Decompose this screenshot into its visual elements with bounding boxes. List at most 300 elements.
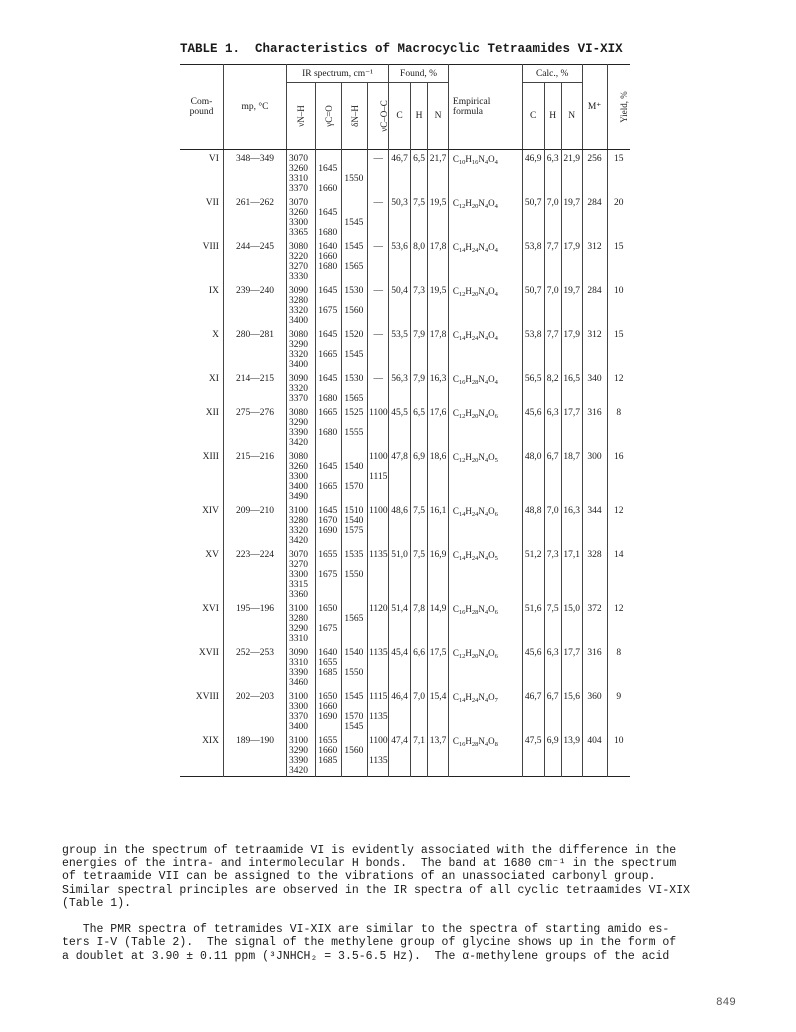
ir-dnh-cell — [342, 688, 368, 732]
ir-nh-cell-value: 3290 — [288, 746, 308, 756]
yield-cell: 10 — [607, 282, 630, 326]
ir-co-cell-value: 1645 — [318, 374, 338, 384]
ir-dnh-cell-value — [344, 184, 367, 194]
ir-co-cell-value — [318, 492, 341, 502]
ir-nh-cell-value: 3330 — [288, 272, 308, 282]
ir-co-cell-value: 1685 — [318, 756, 338, 766]
ir-dnh-cell-value — [344, 604, 367, 614]
calc-h-cell: 6,3 — [544, 150, 561, 195]
found-header: Found, % — [389, 65, 449, 83]
ir-nh-cell-value: 3320 — [288, 384, 308, 394]
ir-nh-cell-value: 3290 — [288, 418, 308, 428]
ir-dnh-cell — [342, 644, 368, 688]
found-c-cell: 47,8 — [389, 448, 411, 502]
found-c-cell: 53,5 — [389, 326, 411, 370]
mp-cell: 223—224 — [223, 546, 286, 600]
ir-nh-cell-value: 3400 — [288, 360, 308, 370]
ir-dnh-cell-value — [344, 296, 367, 306]
characteristics-table — [180, 64, 630, 777]
calc-h-cell: 7,7 — [544, 326, 561, 370]
formula-cell: $C_{12}H_{20}N_4O_6$ — [448, 404, 522, 448]
ir-co-cell-value — [318, 614, 341, 624]
found-c-cell: 47,4 — [389, 732, 411, 777]
found-n-cell: 16,9 — [428, 546, 449, 600]
ir-co-cell-value: 1690 — [318, 712, 338, 722]
ir-co-cell-value: 1655 — [318, 658, 338, 668]
ir-dnh-cell-value — [344, 340, 367, 350]
calc-n-cell: 15,6 — [561, 688, 582, 732]
ir-dnh-cell-value: 1545 — [344, 692, 364, 702]
found-h-cell: 6,9 — [410, 448, 427, 502]
calc-h-cell: 7,0 — [544, 282, 561, 326]
ir-co-cell-value — [318, 590, 341, 600]
ir-co-cell-value: 1640 — [318, 648, 338, 658]
ir-nh-cell — [286, 600, 315, 644]
ir-nh-cell — [286, 150, 315, 195]
ir-nh-cell — [286, 688, 315, 732]
calc-n-cell: 17,9 — [561, 326, 582, 370]
ir-nh-cell — [286, 194, 315, 238]
ir-co-cell-value — [318, 678, 341, 688]
ir-co-cell-value — [318, 438, 341, 448]
ir-nh-cell-value: 3310 — [288, 634, 308, 644]
ir-nh-cell-value: 3360 — [288, 590, 308, 600]
ir-coc-cell: — — [368, 370, 389, 404]
ir-co-cell-value — [318, 452, 341, 462]
formula-cell: $C_{14}H_{24}N_4O_4$ — [448, 238, 522, 282]
ir-coc-cell: 1100 — [368, 404, 389, 448]
calc-h-cell: 6,3 — [544, 404, 561, 448]
ir-co-cell-value — [318, 272, 341, 282]
ir-dnh-cell-value — [344, 560, 367, 570]
calc-n-cell: 17,9 — [561, 238, 582, 282]
ir-nh-cell-value: 3070 — [288, 198, 308, 208]
ir-co-cell-value: 1650 — [318, 604, 338, 614]
ir-co-header-cell — [316, 83, 342, 150]
ir-co-cell-value: 1645 — [318, 286, 338, 296]
ir-dnh-cell-value — [344, 228, 367, 238]
yield-cell: 16 — [607, 448, 630, 502]
ir-nh-cell-value: 3080 — [288, 408, 308, 418]
mp-cell: 215—216 — [223, 448, 286, 502]
ir-co-cell — [316, 688, 342, 732]
ir-nh-cell-value: 3090 — [288, 286, 308, 296]
found-h-cell: 7,3 — [410, 282, 427, 326]
calc-h-cell: 7,3 — [544, 546, 561, 600]
found-h-cell: 6,6 — [410, 644, 427, 688]
ir-dnh-cell — [342, 546, 368, 600]
mp-cell: 348—349 — [223, 150, 286, 195]
ir-dnh-cell-value: 1550 — [344, 570, 364, 580]
ir-nh-cell-value: 3270 — [288, 262, 308, 272]
found-h-cell: 7,9 — [410, 370, 427, 404]
formula-cell: $C_{14}H_{24}N_4O_7$ — [448, 688, 522, 732]
mp-cell: 261—262 — [223, 194, 286, 238]
ir-co-cell — [316, 404, 342, 448]
table-row — [180, 326, 630, 370]
mp-cell: 195—196 — [223, 600, 286, 644]
yield-cell: 12 — [607, 600, 630, 644]
formula-cell: $C_{12}H_{20}N_4O_5$ — [448, 448, 522, 502]
ir-nh-cell-value: 3290 — [288, 340, 308, 350]
ir-dnh-cell-value — [344, 252, 367, 262]
mplus-cell: 300 — [582, 448, 607, 502]
ir-nh-cell — [286, 238, 315, 282]
formula-cell: $C_{12}H_{20}N_4O_4$ — [448, 282, 522, 326]
ir-nh-cell-value: 3365 — [288, 228, 308, 238]
ir-nh-cell-value: 3300 — [288, 702, 308, 712]
ir-nh-cell-value: 3390 — [288, 756, 308, 766]
ir-co-cell-value: 1655 — [318, 736, 338, 746]
ir-co-cell-value: 1665 — [318, 482, 338, 492]
ir-dnh-cell-value: 1530 — [344, 286, 364, 296]
calc-c-cell: 50,7 — [522, 194, 544, 238]
table-row — [180, 404, 630, 448]
calc-n-cell: 16,3 — [561, 502, 582, 546]
found-h-header: H — [410, 83, 427, 150]
ir-nh-cell-value: 3090 — [288, 374, 308, 384]
found-n-cell: 17,8 — [428, 326, 449, 370]
ir-dnh-cell-value — [344, 198, 367, 208]
table-row — [180, 688, 630, 732]
formula-cell: $C_{14}H_{24}N_4O_4$ — [448, 326, 522, 370]
ir-nh-cell-value: 3400 — [288, 482, 308, 492]
calc-c-cell: 53,8 — [522, 238, 544, 282]
calc-c-cell: 48,8 — [522, 502, 544, 546]
ir-dnh-cell-value: 1560 — [344, 746, 364, 756]
ir-co-cell-value — [318, 472, 341, 482]
formula-cell: $C_{16}H_{28}N_4O_8$ — [448, 732, 522, 777]
ir-co-cell-value: 1675 — [318, 570, 338, 580]
ir-dnh-cell — [342, 448, 368, 502]
ir-co-cell-value — [318, 198, 341, 208]
ir-co-cell-value — [318, 418, 341, 428]
ir-dnh-cell-value: 1570 — [344, 482, 364, 492]
calc-h-header: H — [544, 83, 561, 150]
ir-nh-cell-value: 3490 — [288, 492, 308, 502]
yield-header-cell — [607, 65, 630, 150]
page-number: 849 — [716, 997, 736, 1009]
ir-co-cell — [316, 732, 342, 777]
mp-header: mp, °C — [223, 65, 286, 150]
found-c-cell: 51,4 — [389, 600, 411, 644]
mplus-cell: 316 — [582, 644, 607, 688]
calc-c-cell: 50,7 — [522, 282, 544, 326]
compound-cell: XI — [208, 374, 219, 384]
found-n-cell: 17,8 — [428, 238, 449, 282]
table-row — [180, 194, 630, 238]
found-c-cell: 46,7 — [389, 150, 411, 195]
ir-dnh-cell-value — [344, 624, 367, 634]
found-n-header: N — [428, 83, 449, 150]
mp-cell: 280—281 — [223, 326, 286, 370]
yield-cell: 15 — [607, 150, 630, 195]
calc-n-cell: 19,7 — [561, 194, 582, 238]
ir-nh-cell-value: 3280 — [288, 296, 308, 306]
ir-coc-cell: 1120 — [368, 600, 389, 644]
found-h-cell: 6,5 — [410, 150, 427, 195]
ir-co-cell — [316, 644, 342, 688]
found-h-cell: 7,5 — [410, 502, 427, 546]
ir-coc-cell: — — [368, 194, 389, 238]
ir-nh-cell-value: 3310 — [288, 658, 308, 668]
ir-dnh-cell-value: 1545 — [344, 722, 364, 732]
ir-dnh-cell-value — [344, 492, 367, 502]
ir-dnh-cell-value — [344, 472, 367, 482]
yield-cell: 10 — [607, 732, 630, 777]
table-row — [180, 644, 630, 688]
calc-c-cell: 53,8 — [522, 326, 544, 370]
ir-coc-cell: — — [368, 150, 389, 195]
ir-nh-cell-value: 3260 — [288, 208, 308, 218]
ir-nh-cell-value: 3390 — [288, 668, 308, 678]
ir-nh-cell-value: 3080 — [288, 242, 308, 252]
ir-dnh-cell-value: 1565 — [344, 614, 364, 624]
ir-coc-cell: — — [368, 326, 389, 370]
yield-cell: 12 — [607, 502, 630, 546]
ir-nh-header: νN–H — [296, 104, 307, 127]
found-n-cell: 19,5 — [428, 194, 449, 238]
mp-cell: 252—253 — [223, 644, 286, 688]
ir-dnh-cell-value — [344, 164, 367, 174]
ir-co-cell-value: 1675 — [318, 624, 338, 634]
ir-co-cell-value — [318, 174, 341, 184]
calc-h-cell: 6,7 — [544, 448, 561, 502]
ir-co-cell-value — [318, 218, 341, 228]
found-h-cell: 7,5 — [410, 194, 427, 238]
ir-co-cell — [316, 282, 342, 326]
found-n-cell: 17,5 — [428, 644, 449, 688]
ir-dnh-cell — [342, 238, 368, 282]
calc-c-cell: 45,6 — [522, 644, 544, 688]
yield-header: Yield, % — [618, 90, 629, 123]
ir-dnh-cell-value: 1525 — [344, 408, 364, 418]
calc-n-cell: 13,9 — [561, 732, 582, 777]
found-n-cell: 18,6 — [428, 448, 449, 502]
ir-dnh-cell — [342, 326, 368, 370]
found-c-cell: 50,3 — [389, 194, 411, 238]
ir-co-cell-value: 1650 — [318, 692, 338, 702]
found-n-cell: 16,1 — [428, 502, 449, 546]
body-text: group in the spectrum of tetraamide VI is evidently associated with the difference in the energies of the intra- and intermolecular H bonds. The band at 1680 cm⁻¹ in the spectrum of tetraamide VII can be assigned to the vibrations of an unassociated carbonyl group. Similar spectral principles are observed in the IR spectra of all cyclic tetraamides VI-XIX (Table 1). The PMR spectra of tetramides VI-XIX are similar to the spectra of starting amido es- ters I-V (Table 2). The signal of the methylene group of glycine shows up in the form of a doublet at 3.90 ± 0.11 ppm (³JNHCH₂ = 3.5-6.5 Hz). The α-methylene groups of the acid — [62, 844, 691, 963]
compound-header: Com- pound — [180, 65, 223, 150]
found-c-header: C — [389, 83, 411, 150]
ir-dnh-header: δN–H — [349, 104, 360, 127]
ir-nh-cell-value: 3080 — [288, 330, 308, 340]
compound-cell: XIV — [202, 506, 219, 516]
ir-nh-cell-value: 3220 — [288, 252, 308, 262]
ir-co-cell-value — [318, 634, 341, 644]
mplus-cell: 316 — [582, 404, 607, 448]
mplus-cell: 284 — [582, 282, 607, 326]
ir-co-cell-value — [318, 316, 341, 326]
calc-c-cell: 56,5 — [522, 370, 544, 404]
formula-cell: $C_{10}H_{16}N_4O_4$ — [448, 150, 522, 195]
formula-cell: $C_{16}H_{28}N_4O_6$ — [448, 600, 522, 644]
table-row — [180, 502, 630, 546]
mplus-cell: 344 — [582, 502, 607, 546]
ir-dnh-cell-value — [344, 766, 367, 776]
calc-c-cell: 46,9 — [522, 150, 544, 195]
yield-cell: 15 — [607, 238, 630, 282]
compound-cell: XVIII — [195, 692, 219, 702]
formula-header: Empirical formula — [448, 65, 522, 150]
calc-n-cell: 18,7 — [561, 448, 582, 502]
ir-dnh-cell-value: 1575 — [344, 526, 364, 536]
ir-co-cell-value: 1690 — [318, 526, 338, 536]
compound-cell: XVI — [202, 604, 219, 614]
ir-dnh-cell-value — [344, 678, 367, 688]
found-n-cell: 14,9 — [428, 600, 449, 644]
formula-cell: $C_{14}H_{24}N_4O_5$ — [448, 546, 522, 600]
ir-nh-cell-value: 3420 — [288, 438, 308, 448]
ir-dnh-cell — [342, 194, 368, 238]
ir-nh-cell-value: 3100 — [288, 604, 308, 614]
ir-co-cell-value: 1640 — [318, 242, 338, 252]
ir-co-cell-value: 1685 — [318, 668, 338, 678]
found-h-cell: 7,9 — [410, 326, 427, 370]
ir-nh-cell — [286, 732, 315, 777]
ir-coc-cell: 1115 1135 — [368, 688, 389, 732]
ir-co-cell — [316, 502, 342, 546]
ir-coc-cell: 1135 — [368, 644, 389, 688]
ir-dnh-cell-value — [344, 634, 367, 644]
ir-coc-cell: — — [368, 238, 389, 282]
ir-nh-cell-value: 3280 — [288, 516, 308, 526]
calc-n-cell: 17,7 — [561, 404, 582, 448]
ir-dnh-cell-value — [344, 658, 367, 668]
found-c-cell: 51,0 — [389, 546, 411, 600]
table-row — [180, 370, 630, 404]
found-h-cell: 7,1 — [410, 732, 427, 777]
ir-dnh-cell-value — [344, 590, 367, 600]
ir-nh-cell-value: 3300 — [288, 472, 308, 482]
ir-nh-cell-value: 3370 — [288, 184, 308, 194]
ir-co-cell-value: 1645 — [318, 506, 338, 516]
calc-n-cell: 19,7 — [561, 282, 582, 326]
found-h-cell: 7,0 — [410, 688, 427, 732]
calc-c-cell: 48,0 — [522, 448, 544, 502]
ir-nh-header-cell — [286, 83, 315, 150]
ir-dnh-cell-value — [344, 154, 367, 164]
ir-dnh-cell — [342, 732, 368, 777]
ir-co-cell-value: 1680 — [318, 428, 338, 438]
mplus-cell: 312 — [582, 238, 607, 282]
ir-dnh-cell-value: 1565 — [344, 394, 364, 404]
calc-c-cell: 45,6 — [522, 404, 544, 448]
ir-dnh-cell-value — [344, 702, 367, 712]
ir-dnh-cell-value — [344, 272, 367, 282]
ir-dnh-cell-value: 1550 — [344, 668, 364, 678]
calc-h-cell: 6,7 — [544, 688, 561, 732]
ir-dnh-cell-value: 1565 — [344, 262, 364, 272]
ir-co-cell-value — [318, 766, 341, 776]
ir-co-cell-value: 1665 — [318, 408, 338, 418]
ir-nh-cell-value: 3420 — [288, 766, 308, 776]
ir-coc-cell: 1135 — [368, 546, 389, 600]
compound-cell: XV — [205, 550, 219, 560]
compound-cell: X — [212, 330, 219, 340]
ir-dnh-cell-value — [344, 736, 367, 746]
found-n-cell: 19,5 — [428, 282, 449, 326]
yield-cell: 15 — [607, 326, 630, 370]
ir-dnh-cell-value — [344, 208, 367, 218]
ir-coc-header: νC–O–C — [379, 99, 390, 132]
ir-nh-cell-value: 3090 — [288, 648, 308, 658]
ir-dnh-cell-value — [344, 438, 367, 448]
compound-cell: XIX — [202, 736, 219, 746]
mp-cell: 214—215 — [223, 370, 286, 404]
ir-nh-cell-value: 3080 — [288, 452, 308, 462]
ir-coc-cell: 1100 1135 — [368, 732, 389, 777]
ir-dnh-cell-value: 1510 — [344, 506, 364, 516]
ir-dnh-cell-value: 1570 — [344, 712, 364, 722]
ir-co-cell-value: 1645 — [318, 330, 338, 340]
ir-dnh-cell-value: 1520 — [344, 330, 364, 340]
ir-dnh-cell-value — [344, 536, 367, 546]
yield-cell: 8 — [607, 404, 630, 448]
ir-co-cell-value: 1645 — [318, 462, 338, 472]
found-h-cell: 8,0 — [410, 238, 427, 282]
mplus-cell: 372 — [582, 600, 607, 644]
ir-dnh-cell-value: 1555 — [344, 428, 364, 438]
ir-nh-cell-value: 3100 — [288, 506, 308, 516]
ir-co-cell-value — [318, 580, 341, 590]
ir-co-cell-value: 1660 — [318, 184, 338, 194]
found-c-cell: 53,6 — [389, 238, 411, 282]
ir-nh-cell-value: 3320 — [288, 306, 308, 316]
ir-nh-cell-value: 3300 — [288, 570, 308, 580]
table-row — [180, 282, 630, 326]
ir-coc-cell: 1100 — [368, 502, 389, 546]
ir-co-header: γC=O — [323, 104, 334, 127]
calc-c-cell: 46,7 — [522, 688, 544, 732]
ir-nh-cell-value: 3400 — [288, 722, 308, 732]
found-n-cell: 13,7 — [428, 732, 449, 777]
ir-co-cell-value: 1660 — [318, 702, 338, 712]
ir-co-cell — [316, 600, 342, 644]
ir-dnh-header-cell — [342, 83, 368, 150]
ir-co-cell — [316, 448, 342, 502]
ir-co-cell — [316, 194, 342, 238]
ir-co-cell-value: 1660 — [318, 746, 338, 756]
yield-cell: 14 — [607, 546, 630, 600]
table-row — [180, 732, 630, 777]
ir-co-cell-value — [318, 340, 341, 350]
calc-h-cell: 7,5 — [544, 600, 561, 644]
ir-dnh-cell-value — [344, 756, 367, 766]
ir-co-cell-value: 1645 — [318, 164, 338, 174]
mp-cell: 202—203 — [223, 688, 286, 732]
calc-c-cell: 51,2 — [522, 546, 544, 600]
yield-cell: 20 — [607, 194, 630, 238]
ir-co-cell-value: 1665 — [318, 350, 338, 360]
table-title: TABLE 1. Characteristics of Macrocyclic Tetraamides VI-XIX — [180, 42, 623, 56]
compound-cell: XII — [205, 408, 219, 418]
ir-coc-cell: 1100 1115 — [368, 448, 389, 502]
calc-h-cell: 7,0 — [544, 194, 561, 238]
ir-dnh-cell-value: 1545 — [344, 218, 364, 228]
mplus-cell: 284 — [582, 194, 607, 238]
formula-cell: $C_{12}H_{20}N_4O_6$ — [448, 644, 522, 688]
mplus-cell: 328 — [582, 546, 607, 600]
table-row — [180, 448, 630, 502]
yield-cell: 8 — [607, 644, 630, 688]
mplus-header: M⁺ — [582, 65, 607, 150]
ir-nh-cell-value: 3320 — [288, 350, 308, 360]
ir-dnh-cell-value: 1540 — [344, 462, 364, 472]
ir-dnh-cell-value: 1550 — [344, 174, 364, 184]
